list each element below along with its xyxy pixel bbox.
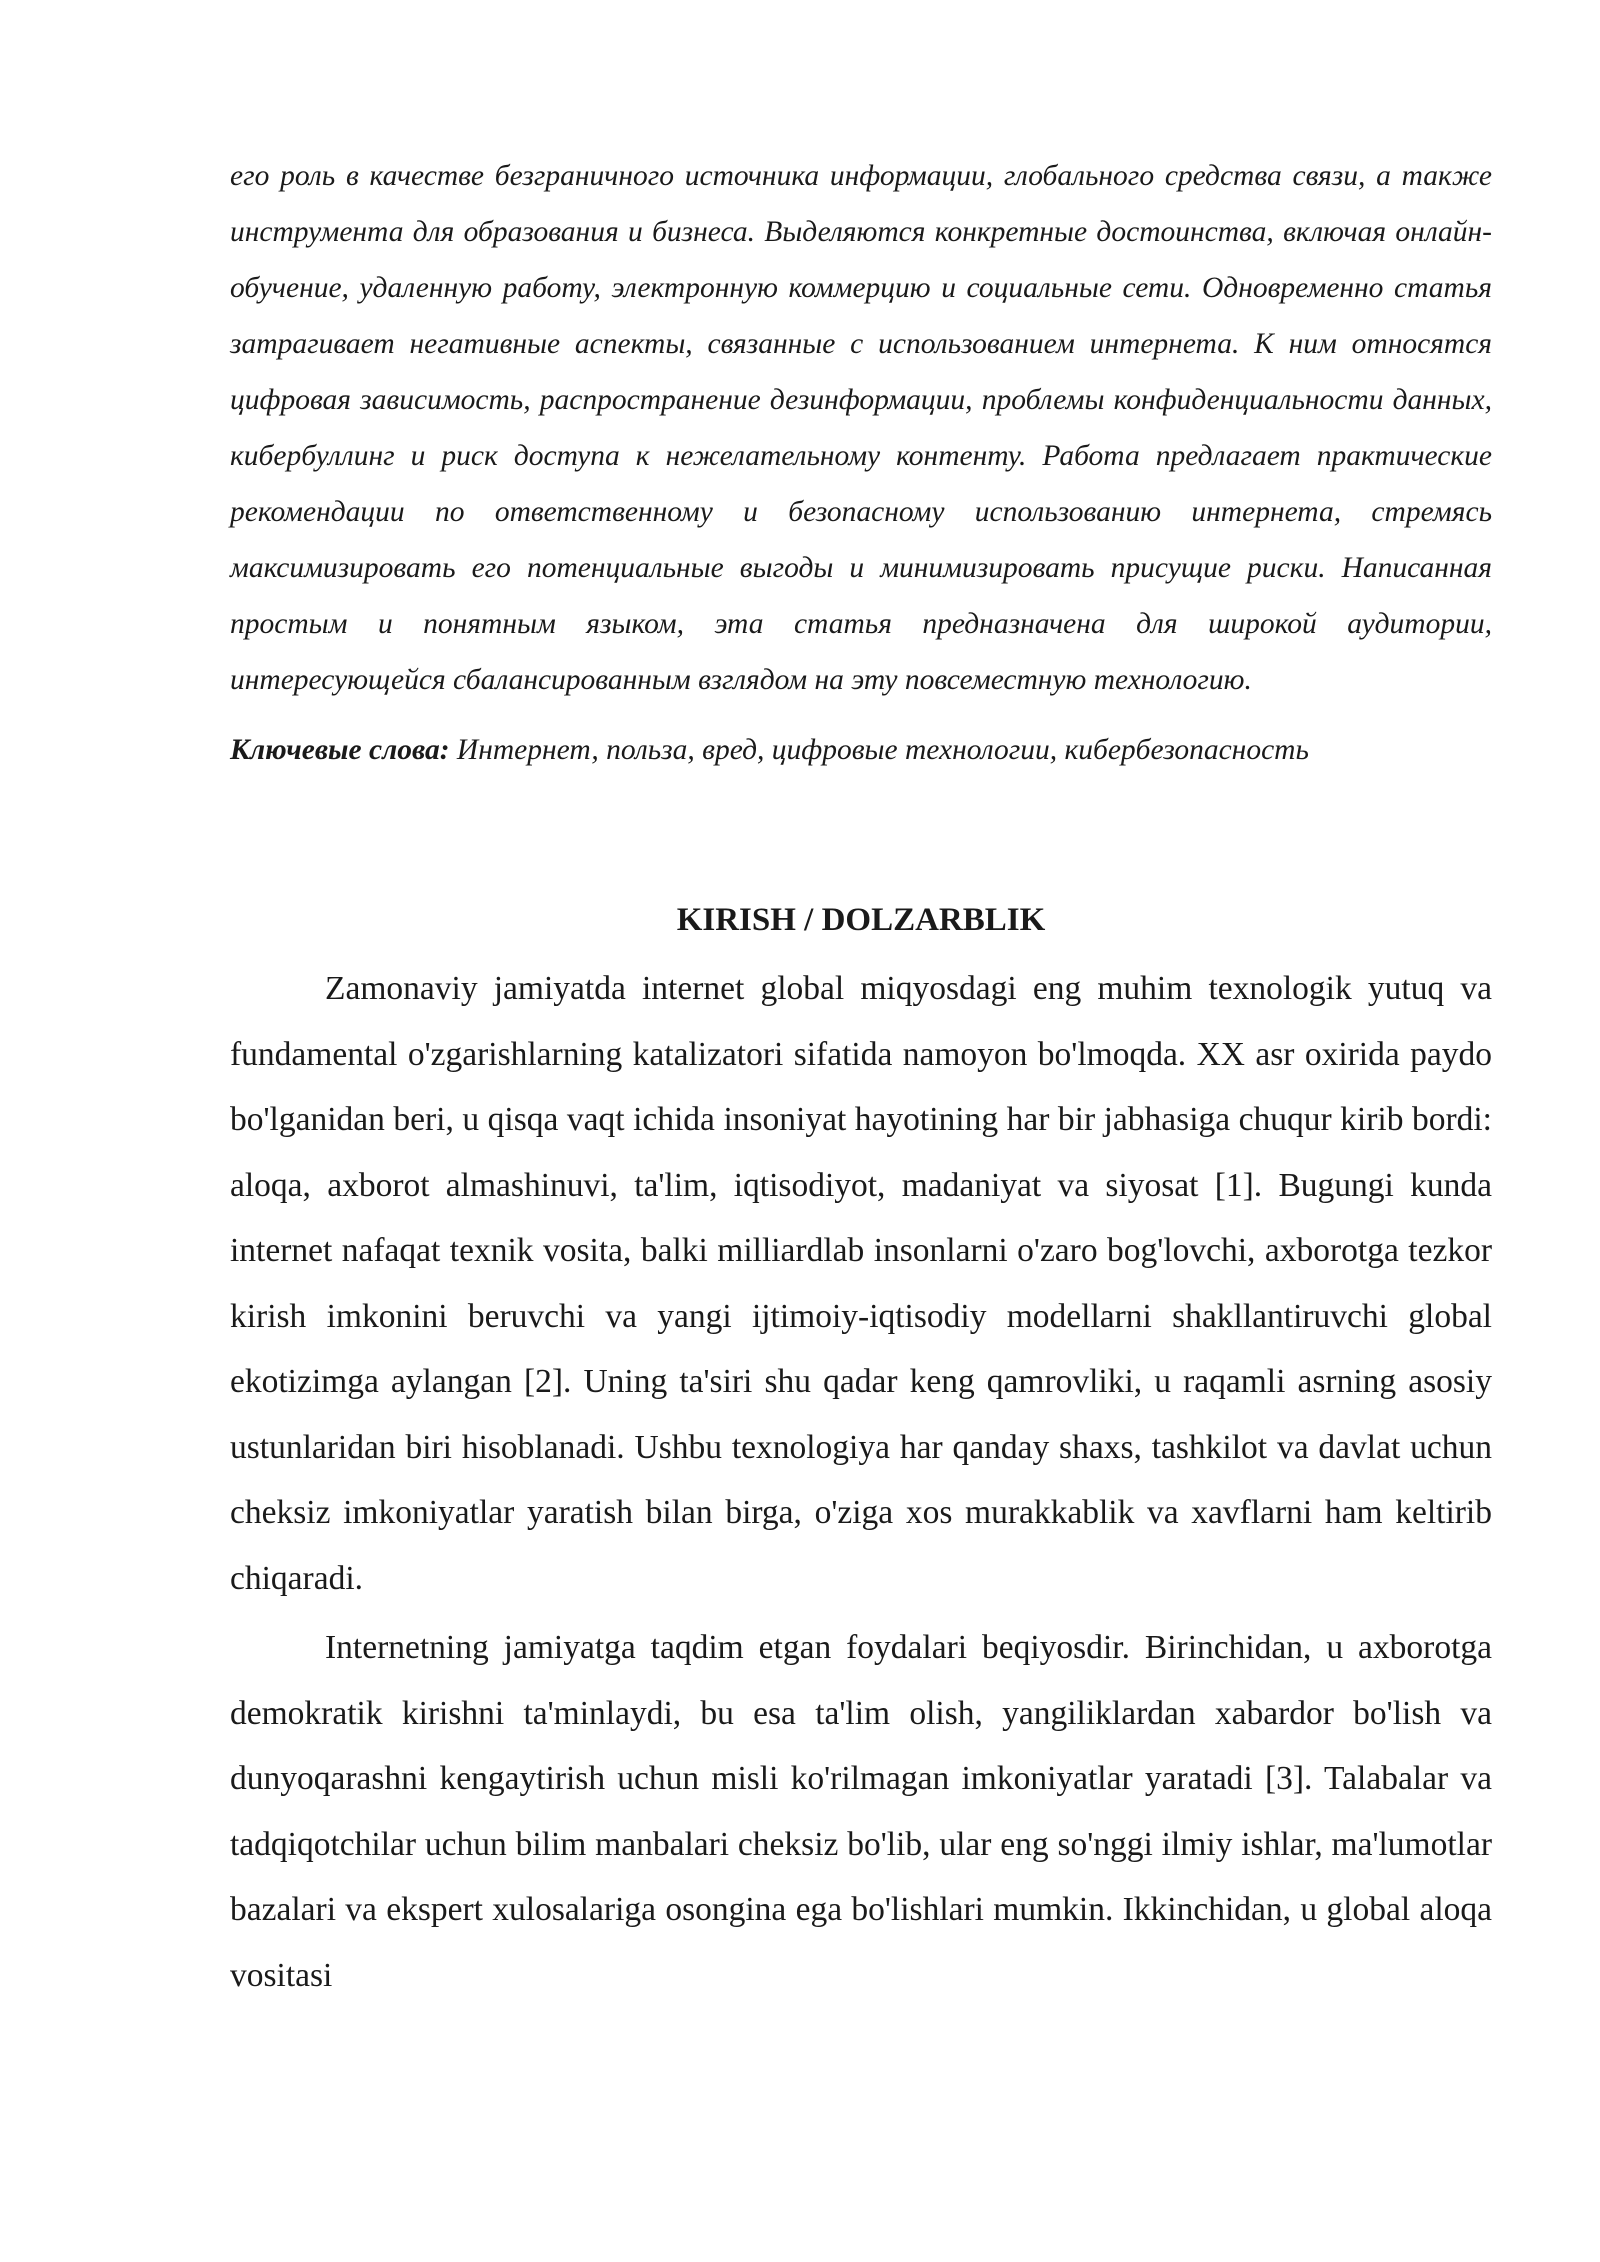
document-page — [230, 148, 1492, 2008]
body-paragraph-1: Zamonaviy jamiyatda internet global miqyosdagi eng muhim texnologik yutuq va fundamental o'zgarishlarning katalizatori sifatida namoyon bo'lmoqda. XX asr oxirida paydo bo'lganidan beri, u qisqa vaqt ichida insoniyat hayotining har bir jabhasiga chuqur kirib bordi: aloqa, axborot almashinuvi, ta'lim, iqtisodiyot, madaniyat va siyosat [1]. Bugungi kunda internet nafaqat texnik vosita, balki milliardlab insonlarni o'zaro bog'lovchi, axborotga tezkor kirish imkonini beruvchi va yangi ijtimoiy-iqtisodiy modellarni shakllantiruvchi global ekotizimga aylangan [2]. Uning ta'siri shu qadar keng qamrovliki, u raqamli asrning asosiy ustunlaridan biri hisoblanadi. Ushbu texnologiya har qanday shaxs, tashkilot va davlat uchun cheksiz imkoniyatlar yaratish bilan birga, o'ziga xos murakkablik va xavflarni ham keltirib chiqaradi. — [230, 970, 1492, 1597]
keywords-label: Ключевые слова: — [230, 734, 450, 766]
body-paragraph-2: Internetning jamiyatga taqdim etgan foydalari beqiyosdir. Birinchidan, u axborotga demokratik kirishni ta'minlaydi, bu esa ta'lim olish, yangiliklardan xabardor bo'lish va dunyoqarashni kengaytirish uchun misli ko'rilmagan imkoniyatlar yaratadi [3]. Talabalar va tadqiqotchilar uchun bilim manbalari cheksiz bo'lib, ular eng so'nggi ilmiy ishlar, ma'lumotlar bazalari va ekspert xulosalariga osongina ega bo'lishlari mumkin. Ikkinchidan, u global aloqa vositasi — [230, 1629, 1492, 1994]
keywords-line — [230, 722, 1492, 778]
abstract-paragraph: его роль в качестве безграничного источника информации, глобального средства связи, а также инструмента для образования и бизнеса. Выделяются конкретные достоинства, включая онлайн-обучение, удаленную работу, электронную коммерцию и социальные сети. Одновременно статья затрагивает негативные аспекты, связанные с использованием интернета. К ним относятся цифровая зависимость, распространение дезинформации, проблемы конфиденциальности данных, кибербуллинг и риск доступа к нежелательному контенту. Работа предлагает практические рекомендации по ответственному и безопасному использованию интернета, стремясь максимизировать его потенциальные выгоды и минимизировать присущие риски. Написанная простым и понятным языком, эта статья предназначена для широкой аудитории, интересующейся сбалансированным взглядом на эту повсеместную технологию. — [230, 160, 1492, 696]
keywords-text: Интернет, польза, вред, цифровые технологии, кибербезопасность — [449, 734, 1309, 766]
section-heading: KIRISH / DOLZARBLIK — [676, 902, 1046, 938]
